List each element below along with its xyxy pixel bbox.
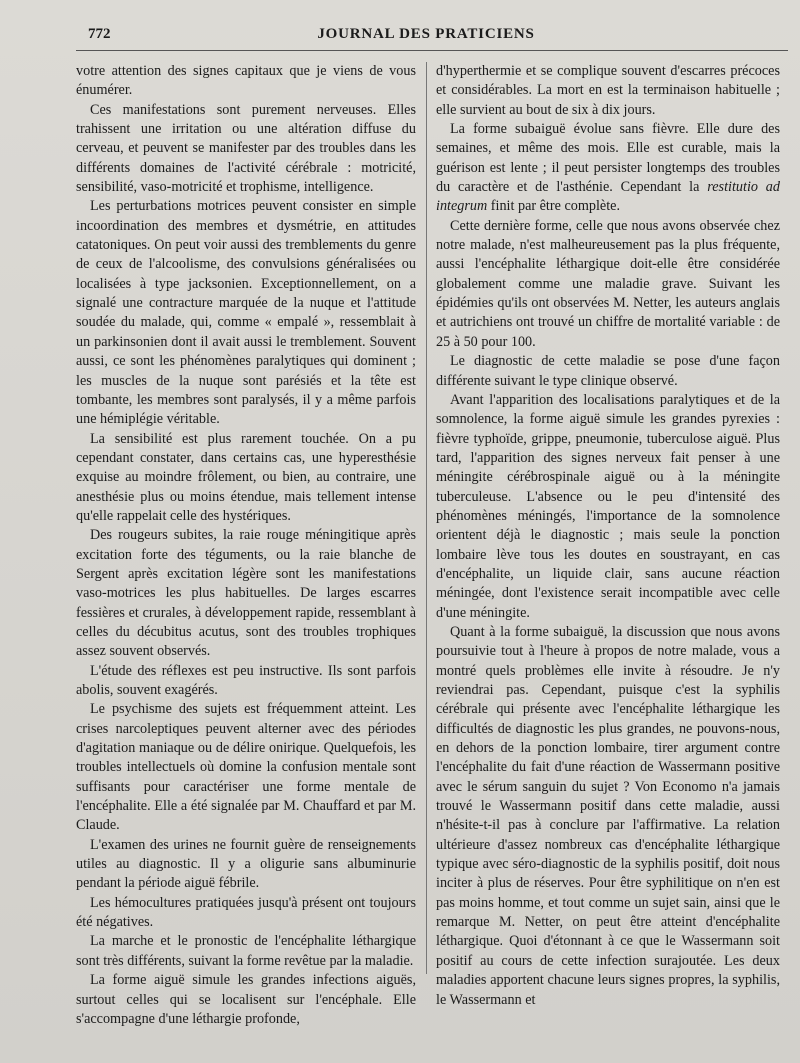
column-divider [426, 62, 427, 974]
paragraph: Ces manifestations sont purement nerveuses. Elles trahissent une irritation ou une altération diffuse du cerveau, et peuvent se manifester par des troubles dans les différents domaines de l'activité cérébrale : motricité, sensibilité, vaso-motricité et trophisme, intelligence. [76, 101, 416, 196]
paragraph: La forme aiguë simule les grandes infections aiguës, surtout celles qui se localisent sur l'encéphale. Elle s'accompagne d'une léthargie profonde, [76, 972, 416, 1027]
paragraph: Le psychisme des sujets est fréquemment atteint. Les crises narcoleptiques peuvent alterner avec des périodes d'agitation maniaque ou de délire onirique. Quelquefois, les troubles intellectuels où domine la confusion mentale sont suffisants pour caractériser une forme mentale de l'encéphalite. Elle a été signalée par M. Chauffard et par M. Claude. [76, 701, 416, 834]
paragraph: Des rougeurs subites, la raie rouge méningitique après excitation forte des téguments, ou la raie blanche de Sergent après excitation légère sont les manifestations vaso-motrices les plus habituelles. De larges escarres fessières et crurales, à développement rapide, ressemblant à celles du décubitus acutus, sont des troubles trophiques assez souvent observés. [76, 527, 416, 660]
paragraph: Cette dernière forme, celle que nous avons observée chez notre malade, n'est malheureusement pas la plus fréquente, aussi l'encéphalite léthargique doit-elle être considérée globalement comme une maladie grave. Suivant les épidémies qu'ils ont observées M. Netter, les auteurs anglais et autrichiens ont trouvé un chiffre de mortalité variable : de 25 à 50 pour 100. [436, 217, 780, 350]
page-header [66, 24, 786, 46]
paragraph: La sensibilité est plus rarement touchée. On a pu cependant constater, dans certains cas, une hyperesthésie exquise au moindre frôlement, ou bien, au contraire, une anesthésie plus ou moins étendue, mais tellement intense qu'elle rappelait celle des hystériques. [76, 430, 416, 524]
paragraph: Avant l'apparition des localisations paralytiques et de la somnolence, la forme aiguë simule les grandes pyrexies : fièvre typhoïde, grippe, pneumonie, tuberculose aiguë. Plus tard, l'apparition des signes nerveux fait penser à une méningite cérébrospinale aiguë ou à la méningite tuberculeuse. L'absence ou le peu d'intensité des phénomènes méningés, l'importance de la somnolence orientent déjà le diagnostic ; mais seule la ponction lombaire lève tous les doutes en soustrayant, en cas d'encéphalite, un liquide clair, sans aucune réaction méningée, dont l'existence serait incompatible avec celle d'une méningite. [436, 391, 780, 621]
header-rule [76, 50, 788, 51]
latin-phrase: restitutio ad integrum [436, 179, 780, 215]
left-column [76, 62, 416, 1027]
paragraph: Les hémocultures pratiquées jusqu'à présent ont toujours été négatives. [76, 894, 416, 931]
paragraph: d'hyperthermie et se complique souvent d'escarres précoces et considérables. La mort en est la terminaison habituelle ; elle survient au bout de six à dix jours. [436, 63, 780, 118]
page-number: 772 [88, 26, 111, 42]
paragraph: Les perturbations motrices peuvent consister en simple incoordination des membres et dysmétrie, en attitudes catatoniques. On peut voir aussi des tremblements du genre de ceux de l'alcoolisme, des convulsions généralisées ou localisées à type jacksonien. Exceptionnellement, on a signalé une contracture marquée de la nuque et l'attitude soudée du malade, qui, comme « empalé », ressemblait à un parkinsonien dont il avait aussi le tremblement. Souvent aussi, ce sont les phénomènes paralytiques qui dominent ; les muscles de la nuque sont parésiés et la tête est tombante, les membres sont paralysés, il y a même parfois une hémiplégie véritable. [76, 198, 416, 428]
text-run: finit par être complète. [490, 198, 620, 215]
text-run: La forme subaiguë évolue sans fièvre. Elle dure des semaines, et même des mois. Elle est curable, mais la guérison est lente ; il peut persister longtemps des troubles du caractère et de l'asthénie. Cependant la [436, 121, 780, 196]
paragraph: La marche et le pronostic de l'encéphalite léthargique sont très différents, suivant la forme revêtue par la maladie. [76, 933, 416, 969]
journal-title: JOURNAL DES PRATICIENS [317, 26, 535, 42]
right-column [436, 62, 780, 1008]
paragraph [436, 120, 780, 217]
paragraph: L'étude des réflexes est peu instructive. Ils sont parfois abolis, souvent exagérés. [76, 662, 416, 698]
paragraph: Le diagnostic de cette maladie se pose d'une façon différente suivant le type clinique observé. [436, 353, 780, 389]
paragraph: votre attention des signes capitaux que je viens de vous énumérer. [76, 63, 416, 99]
paragraph: Quant à la forme subaiguë, la discussion que nous avons poursuivie tout à l'heure à propos de notre malade, vous a montré quels problèmes elle invite à résoudre. Je n'y reviendrai pas. Cependant, puisque c'est la syphilis cérébrale qui présente avec l'encéphalite léthargique les difficultés de diagnostic les plus grandes, ne pouvons-nous, en dehors de la ponction lombaire, tirer argument contre l'encéphalite du fait d'une réaction de Wassermann positive avec le sérum sanguin du sujet ? Von Economo n'a jamais trouvé le Wassermann positif dans cette maladie, aussi n'hésite-t-il pas à conclure par l'affirmative. La relation ultérieure d'assez nombreux cas d'encéphalite léthargique typique avec séro-diagnostic de la syphilis positif, doit nous inciter à plus de réserves. Pour être syphilitique on n'en est pas moins homme, et tout comme un sujet sain, ainsi que le remarque M. Netter, on peut être atteint d'encéphalite léthargique. Quoi d'étonnant à ce que le Wassermann soit positif au cours de cette infection surajoutée. Les deux maladies apportent chacune leurs signes propres, la syphilis, le Wassermann et [436, 623, 780, 1008]
paragraph: L'examen des urines ne fournit guère de renseignements utiles au diagnostic. Il y a oligurie sans albuminurie pendant la période aiguë fébrile. [76, 836, 416, 892]
